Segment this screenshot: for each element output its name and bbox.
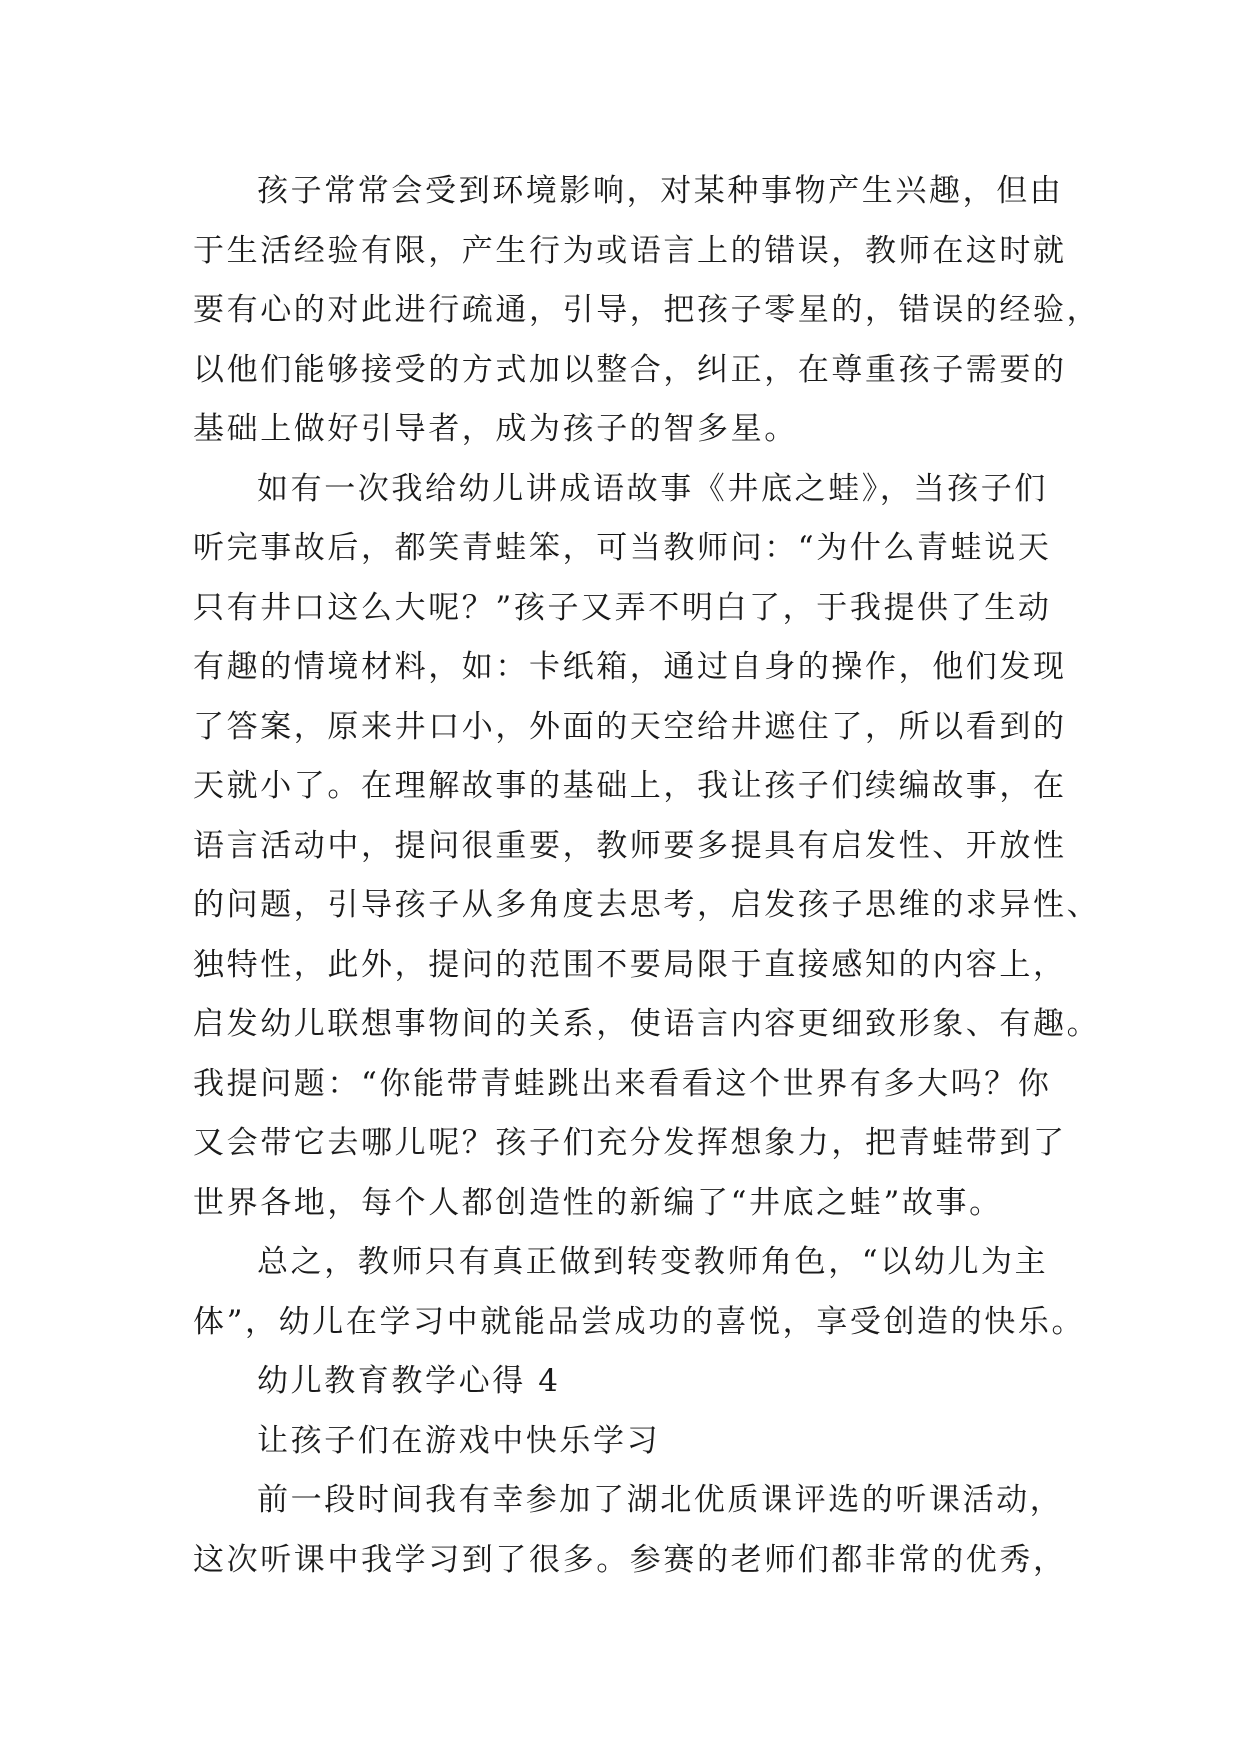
text-line: 的问题，引导孩子从多角度去思考，启发孩子思维的求异性、 [193, 887, 1101, 923]
text-line: 听完事故后，都笑青蛙笨，可当教师问：“为什么青蛙说天 [193, 530, 1052, 566]
text-line: 天就小了。在理解故事的基础上，我让孩子们续编故事，在 [193, 768, 1067, 804]
text-line: 语言活动中，提问很重要，教师要多提具有启发性、开放性 [193, 827, 1067, 864]
body-text [193, 162, 1101, 1590]
text-line: 这次听课中我学习到了很多。参赛的老师们都非常的优秀， [193, 1541, 1067, 1578]
text-line: 又会带它去哪儿呢？孩子们充分发挥想象力，把青蛙带到了 [193, 1125, 1067, 1161]
section-heading: 幼儿教育教学心得 4 [257, 1363, 561, 1399]
text-line: 基础上做好引导者，成为孩子的智多星。 [193, 411, 798, 447]
text-line: 如有一次我给幼儿讲成语故事《井底之蛙》，当孩子们 [257, 470, 1048, 507]
text-line: 我提问题：“你能带青蛙跳出来看看这个世界有多大吗？你 [193, 1065, 1052, 1102]
text-line: 启发幼儿联想事物间的关系，使语言内容更细致形象、有趣。 [193, 1006, 1101, 1042]
article-title: 让孩子们在游戏中快乐学习 [257, 1422, 661, 1459]
text-line: 了答案，原来井口小，外面的天空给井遮住了，所以看到的 [193, 708, 1067, 745]
text-line: 独特性，此外，提问的范围不要局限于直接感知的内容上， [193, 946, 1067, 983]
text-line: 于生活经验有限，产生行为或语言上的错误，教师在这时就 [193, 232, 1067, 269]
text-line: 以他们能够接受的方式加以整合，纠正，在尊重孩子需要的 [193, 351, 1067, 388]
text-line: 总之，教师只有真正做到转变教师角色，“以幼儿为主 [257, 1244, 1049, 1280]
text-line: 体”，幼儿在学习中就能品尝成功的喜悦，享受创造的快乐。 [193, 1303, 1086, 1340]
text-line: 世界各地，每个人都创造性的新编了“井底之蛙”故事。 [193, 1184, 1003, 1221]
text-line: 孩子常常会受到环境影响，对某种事物产生兴趣，但由 [257, 173, 1064, 209]
text-line: 有趣的情境材料，如：卡纸箱，通过自身的操作，他们发现 [193, 649, 1067, 685]
text-line: 前一段时间我有幸参加了湖北优质课评选的听课活动， [257, 1482, 1064, 1518]
text-line: 要有心的对此进行疏通，引导，把孩子零星的，错误的经验， [193, 292, 1101, 328]
text-line: 只有井口这么大呢？”孩子又弄不明白了，于我提供了生动 [193, 589, 1052, 626]
